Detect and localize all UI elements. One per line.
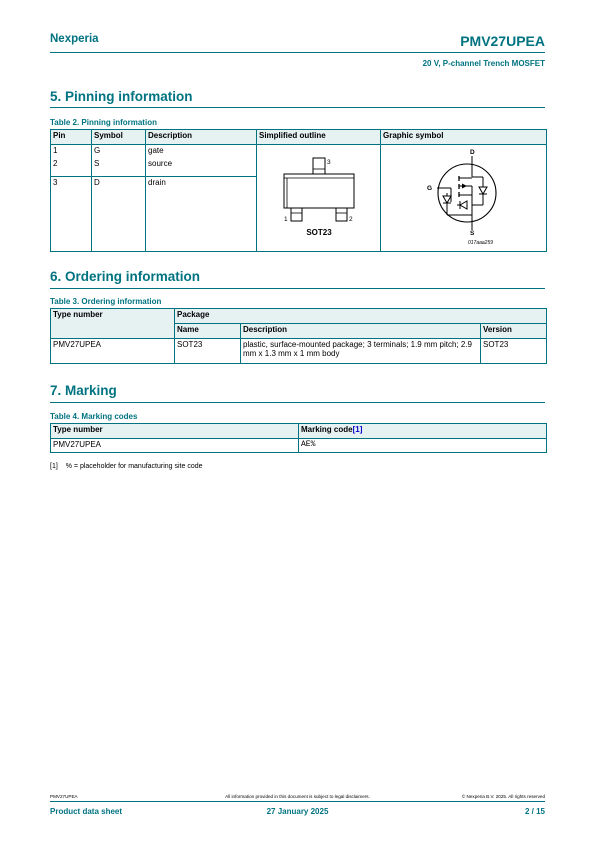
sot23-outline-drawing bbox=[257, 145, 380, 249]
pin3-lead bbox=[313, 158, 325, 174]
column-header-simplified-outline: Simplified outline bbox=[257, 130, 381, 145]
pin-number: 2 bbox=[53, 159, 58, 168]
footer-page-number: 2 / 15 bbox=[524, 807, 545, 816]
table-cell: 3 bbox=[51, 176, 92, 251]
column-header-pin: Pin bbox=[51, 130, 92, 145]
pin-description: gate bbox=[148, 146, 164, 155]
pin-number: 1 bbox=[53, 146, 58, 155]
pin1-label: 1 bbox=[284, 216, 288, 223]
section-title-ordering: 6. Ordering information bbox=[50, 269, 201, 284]
column-header-version: Version bbox=[481, 324, 547, 339]
column-header-type-number: Type number bbox=[51, 309, 175, 339]
table-cell: PMV27UPEA bbox=[51, 439, 299, 453]
pinning-table bbox=[50, 129, 547, 252]
table-caption-marking: Table 4. Marking codes bbox=[50, 412, 138, 421]
source-label: S bbox=[470, 230, 475, 237]
pin-symbol: S bbox=[94, 159, 100, 168]
header-divider bbox=[50, 52, 545, 53]
column-header-name: Name bbox=[175, 324, 241, 339]
footnote bbox=[50, 463, 203, 470]
section-divider-ordering bbox=[50, 288, 545, 289]
gate-label: G bbox=[427, 185, 433, 192]
table-cell bbox=[146, 145, 257, 177]
table-cell: SOT23 bbox=[175, 339, 241, 364]
pin2-lead bbox=[336, 208, 347, 221]
column-header-marking-code bbox=[299, 424, 547, 439]
table-caption-pinning: Table 2. Pinning information bbox=[50, 118, 157, 127]
table-cell: SOT23 bbox=[481, 339, 547, 364]
table-cell: D bbox=[92, 176, 146, 251]
column-header-description: Description bbox=[241, 324, 481, 339]
table-cell bbox=[51, 145, 92, 177]
section-divider-pinning bbox=[50, 107, 545, 108]
marking-table bbox=[50, 423, 547, 453]
simplified-outline-cell bbox=[257, 145, 381, 252]
column-header-type-number: Type number bbox=[51, 424, 299, 439]
column-header-package: Package bbox=[175, 309, 547, 324]
document-subtitle: 20 V, P-channel Trench MOSFET bbox=[422, 59, 545, 68]
table-cell: drain bbox=[146, 176, 257, 251]
footnote-text: % = placeholder for manufacturing site code bbox=[65, 463, 203, 470]
drawing-code: 017aaa259 bbox=[468, 240, 494, 246]
footer-divider bbox=[50, 801, 545, 802]
document-title: PMV27UPEA bbox=[460, 33, 545, 49]
footer-document-id: PMV27UPEA bbox=[50, 794, 78, 799]
column-header-symbol: Symbol bbox=[92, 130, 146, 145]
pin-symbol: G bbox=[94, 146, 101, 155]
pin3-label: 3 bbox=[327, 159, 331, 166]
drain-label: D bbox=[470, 149, 475, 156]
footer-copyright: © Nexperia B.V. 2025. All rights reserved bbox=[461, 794, 545, 799]
pin1-lead bbox=[291, 208, 302, 221]
pin-description: source bbox=[148, 159, 173, 168]
column-header-graphic-symbol: Graphic symbol bbox=[381, 130, 547, 145]
footnote-marker: [1] bbox=[50, 463, 58, 470]
package-label: SOT23 bbox=[306, 228, 332, 237]
marking-code-header-label: Marking code bbox=[301, 425, 353, 434]
pin2-label: 2 bbox=[349, 216, 353, 223]
section-title-pinning: 5. Pinning information bbox=[50, 89, 193, 104]
footnote-link[interactable]: [1] bbox=[352, 425, 363, 434]
table-caption-ordering: Table 3. Ordering information bbox=[50, 297, 162, 306]
table-cell: PMV27UPEA bbox=[51, 339, 175, 364]
package-body bbox=[284, 174, 354, 208]
footer-doc-type: Product data sheet bbox=[50, 807, 123, 816]
graphic-symbol-cell bbox=[381, 145, 547, 252]
footer-disclaimer: All information provided in this document is subject to legal disclaimers. bbox=[225, 794, 370, 799]
table-cell: AE% bbox=[299, 439, 547, 453]
table-cell: plastic, surface-mounted package; 3 terminals; 1.9 mm pitch; 2.9 mm x 1.3 mm x 1 mm body bbox=[241, 339, 481, 364]
footer-date: 27 January 2025 bbox=[266, 807, 329, 816]
brand-name: Nexperia bbox=[50, 33, 99, 45]
section-divider-marking bbox=[50, 402, 545, 403]
mosfet-symbol-drawing bbox=[381, 145, 546, 249]
ordering-table bbox=[50, 308, 547, 364]
table-cell bbox=[92, 145, 146, 177]
section-title-marking: 7. Marking bbox=[50, 383, 117, 398]
column-header-description: Description bbox=[146, 130, 257, 145]
